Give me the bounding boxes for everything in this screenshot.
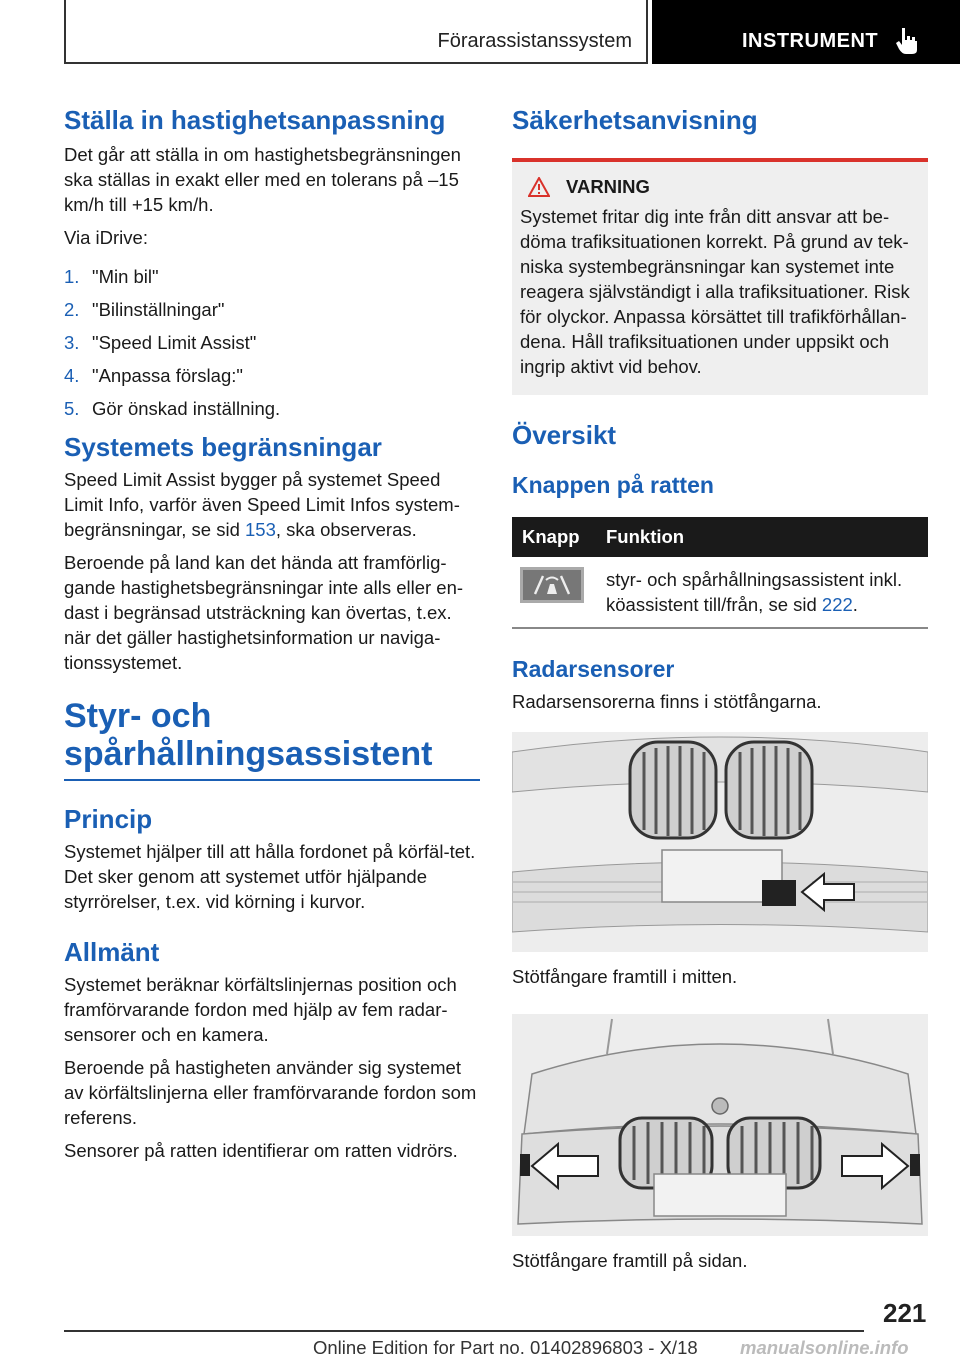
page-link-153[interactable]: 153 (245, 519, 276, 540)
heading-main-2: spårhållningsassistent (64, 735, 433, 773)
text-general-2: Beroende på hastigheten använder sig systemet av körfältslinjerna eller framförvarande fordon som referens. (64, 1057, 477, 1128)
text-adjust: Det går att ställa in om hastighetsbegränsningen ska ställas in exakt eller med en tolerans på –15 km/h till +15 km/h. (64, 144, 461, 215)
heading-adjust: Ställa in hastighetsanpassning (64, 105, 446, 135)
bumper-side-illustration (512, 1014, 928, 1236)
lane-assist-button-icon (520, 567, 584, 603)
heading-limits: Systemets begränsningar (64, 432, 382, 462)
text-radar: Radarsensorerna finns i stötfångarna. (512, 691, 822, 712)
warning-text: Systemet fritar dig inte från ditt ansvar att be-döma trafiksituationen korrekt. På grund av tek-niska systembegränsningar kan systemet inte reagera självständigt i alla trafiksituationer. Risk för olyckor. Anpassa körsättet till trafikförhållan-dena. Håll trafiksituationen under uppsikt och ingrip aktivt vid behov. (520, 206, 910, 377)
heading-safety: Säkerhetsanvisning (512, 105, 758, 135)
list-item: 1. "Min bil" (64, 266, 159, 287)
table-header-row (512, 517, 928, 557)
section-tab (64, 0, 648, 64)
list-item: 5. Gör önskad inställning. (64, 398, 281, 419)
caption-bumper-side: Stötfångare framtill på sidan. (512, 1250, 748, 1271)
text-limits-2: Beroende på land kan det hända att framförlig-gande hastighetsbegränsningar inte alls eller en-dast i begränsad utsträckning kan övertas, t.ex. när det gäller hastighetsinformation ur naviga-tionssystemet. (64, 552, 464, 673)
table-header-knapp: Knapp (512, 517, 596, 557)
footer-edition: Online Edition for Part no. 01402896803 - X/18 (313, 1337, 698, 1358)
list-item: 2. "Bilinställningar" (64, 299, 225, 320)
bumper-center-illustration (512, 732, 928, 952)
text-general-1: Systemet beräknar körfältslinjernas position och framförvarande fordon med hjälp av fem radar-sensorer och en kamera. (64, 974, 457, 1045)
table-cell-function: styr- och spårhållningsassistent inkl. köassistent till/från, se sid 222. (596, 557, 928, 628)
hand-pointer-icon (894, 26, 920, 56)
warning-triangle-icon (528, 177, 550, 197)
right-column (512, 98, 928, 714)
list-item: 3. "Speed Limit Assist" (64, 332, 257, 353)
warning-header (528, 176, 920, 198)
table-cell-icon (512, 557, 596, 628)
table-row (512, 557, 928, 628)
heading-principle: Princip (64, 804, 153, 834)
warning-title: VARNING (566, 176, 650, 197)
caption-bumper-center: Stötfångare framtill i mitten. (512, 966, 738, 987)
heading-main-1: Styr- och (64, 697, 212, 735)
main-heading-block (64, 697, 480, 781)
table-header-funktion: Funktion (596, 517, 928, 557)
text-principle: Systemet hjälper till att hålla fordonet på körfäl-tet. Det sker genom att systemet utför hjälpande styrrörelser, t.ex. vid körning i kurvor. (64, 841, 476, 912)
footer-rule (64, 1330, 864, 1332)
text-general-3: Sensorer på ratten identifierar om ratten vidrörs. (64, 1140, 458, 1161)
button-table (512, 517, 928, 629)
section-title: Förarassistanssystem (437, 30, 632, 52)
heading-radar: Radarsensorer (512, 656, 675, 682)
heading-general: Allmänt (64, 937, 160, 967)
text-via: Via iDrive: (64, 227, 148, 248)
page-link-222[interactable]: 222 (821, 594, 853, 615)
heading-overview: Översikt (512, 420, 617, 450)
left-column (64, 98, 480, 1163)
chapter-title: INSTRUMENT (742, 30, 879, 52)
warning-box (512, 158, 928, 395)
text-limits-1: Speed Limit Assist bygger på systemet Speed Limit Info, varför även Speed Limit Infos system-begränsningar, se sid 153, ska observeras. (64, 469, 460, 540)
page-number: 221 (883, 1298, 927, 1328)
steps-list (64, 264, 480, 421)
heading-button: Knappen på ratten (512, 472, 714, 498)
page-header (0, 0, 960, 66)
list-item: 4. "Anpassa förslag:" (64, 365, 243, 386)
footer-watermark: manualsonline.info (740, 1337, 909, 1358)
